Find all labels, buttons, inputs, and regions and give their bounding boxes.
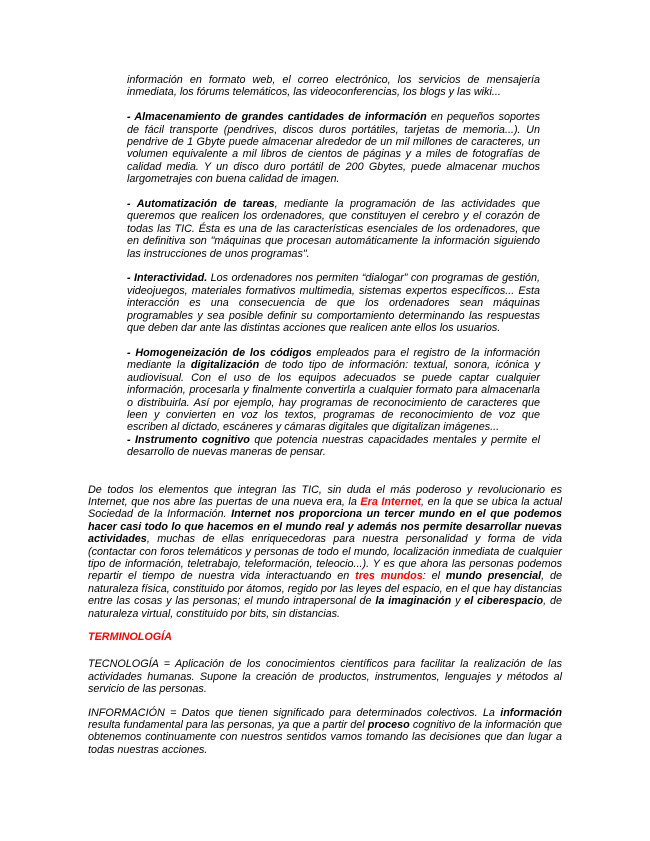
paragraph-era-internet xyxy=(88,484,562,620)
text-run: De todos los elementos que integran las TIC, sin duda el más poderoso y revolucionario es Internet, que nos abre las puertas de una nueva era, la xyxy=(88,483,562,508)
text-run: mundo presencial xyxy=(445,570,542,583)
text-run: digitalización xyxy=(190,359,260,372)
text-run: , mediante la programación de las actividades que queremos que realicen los ordenadores, que constituyen el cerebro y el corazón de todas las TIC. Ésta es una de las características esenciales de los ordenadores, que en definitiva son "máquinas que procesan automáticamente la información siguiendo las instrucciones de unos programas". xyxy=(127,198,540,260)
text-run: Los ordenadores nos permiten “dialogar” con programas de gestión, videojuegos, materiales formativos multimedia, sistemas expertos específicos... Esta interacción es una consecuencia de que los ordenadores sean máquinas programables y sea posible definir su comportamiento determinando las respuestas que deben dar ante las distintas acciones que realicen ante ellos los usuarios. xyxy=(127,272,540,335)
paragraph-instrumento-cognitivo xyxy=(127,434,540,459)
paragraph-automatizacion xyxy=(127,198,540,260)
text-run: información xyxy=(500,706,562,719)
text-run: INFORMACIÓN = Datos que tienen significado para determinados colectivos. La xyxy=(88,706,501,719)
paragraph-interactividad xyxy=(127,272,540,334)
text-run: la imaginación xyxy=(375,595,452,608)
text-run: TECNOLOGÍA = Aplicación de los conocimientos científicos para facilitar la realización de las actividades humanas. Supone la creación de productos, instrumentos, lenguajes y métodos al servicio de las personas. xyxy=(88,658,562,696)
paragraph-tecnologia-definition xyxy=(88,658,562,695)
text-run: - Interactividad. xyxy=(127,272,208,285)
text-run: : el xyxy=(422,570,446,583)
text-run: TERMINOLOGÍA xyxy=(88,631,172,643)
text-run: - Almacenamiento de grandes cantidades de información xyxy=(127,111,427,124)
text-run: - Automatización de tareas xyxy=(127,198,275,211)
paragraph-informacion-definition xyxy=(88,707,562,757)
text-run: Era Internet xyxy=(360,495,422,508)
paragraph-intro-continuation xyxy=(127,74,540,99)
text-run: , en la que se ubica la actual Sociedad de la Información. xyxy=(88,495,563,521)
text-run: , de naturaleza física, constituido por átomos, regido por las leyes del espacio, en el que hay distancias entre las cosas y las personas; el mundo intrapersonal de xyxy=(88,570,562,608)
paragraph-homogeneizacion xyxy=(127,347,540,434)
text-run: proceso xyxy=(367,719,410,732)
text-run: y xyxy=(451,595,465,608)
text-run: resulta fundamental para las personas, ya que a partir del xyxy=(88,719,368,732)
text-run: de todo tipo de información: textual, sonora, icónica y audiovisual. Con el uso de los equipos adecuados se puede captar cualquier información, procesarla y finalmente convertirla a cualquier formato para almacenarla o distribuirla. Así por ejemplo, hay programas de reconocimiento de caracteres que leen y convierten en voz los textos, programas de reconocimiento de voz que escriben al dictado, escáneres y cámaras digitales que digitalizan imágenes... xyxy=(127,359,540,434)
text-run: Internet nos proporciona un tercer mundo en el que podemos hacer casi todo lo que hacemos en el mundo real y además nos permite desarrollar nuevas actividades xyxy=(88,508,562,546)
text-run: , de naturaleza virtual, constituido por bits, sin distancias. xyxy=(88,595,562,620)
text-run: el ciberespacio xyxy=(464,595,544,608)
text-run: - Instrumento cognitivo xyxy=(127,433,250,446)
text-run: en pequeños soportes de fácil transporte (pendrives, discos duros portátiles, tarjetas de memoria...). Un pendrive de 1 Gbyte puede almacenar alrededor de un mil millones de caracteres, un volumen equivalente a mil libros de cientos de páginas y a miles de fotografías de calidad media. Y un disco duro portátil de 200 Gbytes, puede almacenar muchos largometrajes con buena calidad de imagen. xyxy=(127,111,540,186)
text-run: cognitivo de la información que obtenemos continuamente con nuestros sentidos vamos tomando las decisiones que dan lugar a todas nuestras acciones. xyxy=(88,719,562,756)
text-run: que potencia nuestras capacidades mentales y permite el desarrollo de nuevas maneras de pensar. xyxy=(127,433,540,459)
text-run: tres mundos xyxy=(355,570,423,583)
text-run: empleados para el registro de la información mediante la xyxy=(127,346,540,372)
paragraph-almacenamiento xyxy=(127,111,540,185)
text-run: información en formato web, el correo electrónico, los servicios de mensajería inmediata, los fórums telemáticos, las videoconferencias, los blogs y las wiki... xyxy=(127,74,540,99)
heading-terminologia xyxy=(88,631,562,643)
text-run: , muchas de ellas enriquecedoras para nuestra personalidad y forma de vida (contactar con foros telemáticos y personas de todo el mundo, localización inmediata de cualquier tipo de información, teletrabajo, teleformación, teleocio...). Y es que ahora las personas podemos repartir el tiempo de nuestra vida interactuando en xyxy=(88,533,562,583)
text-run: - Homogeneización de los códigos xyxy=(127,346,312,359)
